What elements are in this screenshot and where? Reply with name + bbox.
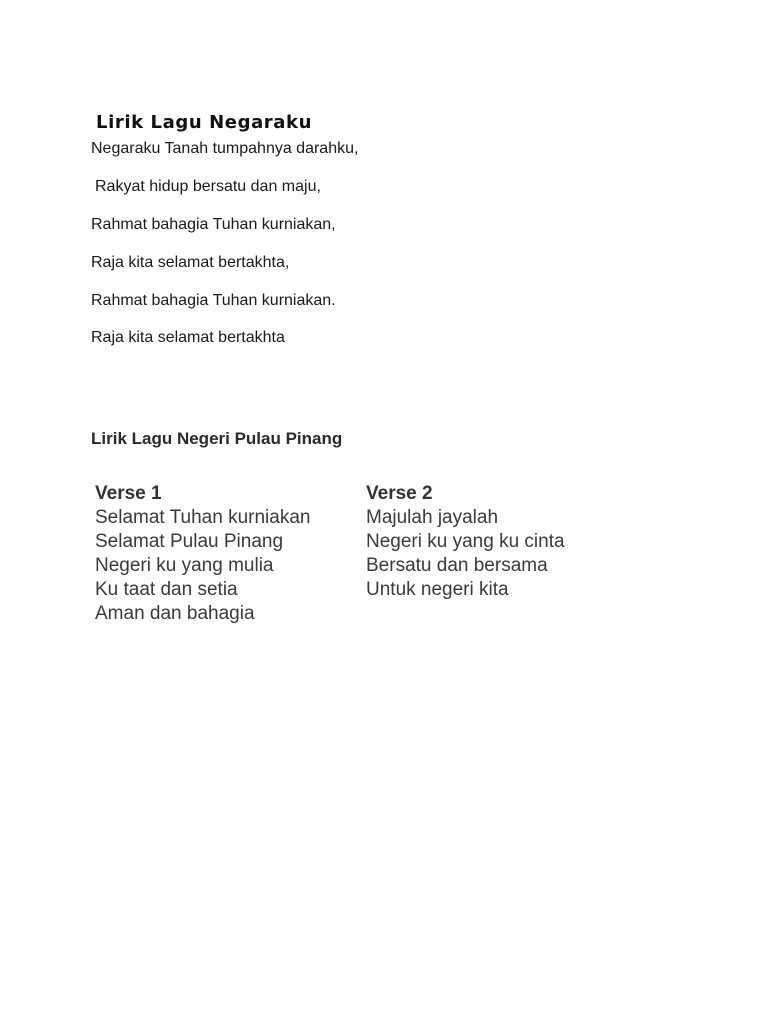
- verse-1-line: Ku taat dan setia: [95, 579, 238, 600]
- negaraku-line: Negaraku Tanah tumpahnya darahku,: [91, 140, 359, 157]
- negaraku-line: Rahmat bahagia Tuhan kurniakan,: [91, 216, 336, 233]
- verse-1-heading: Verse 1: [95, 483, 162, 504]
- verse-2-heading: Verse 2: [366, 483, 433, 504]
- verse-1-line: Selamat Tuhan kurniakan: [95, 507, 311, 528]
- verse-1-line: Aman dan bahagia: [95, 603, 255, 624]
- verse-1-block: [95, 482, 310, 626]
- verse-2-line: Majulah jayalah: [366, 507, 499, 528]
- negaraku-line: Raja kita selamat bertakhta,: [91, 254, 290, 271]
- negaraku-line: Rahmat bahagia Tuhan kurniakan.: [91, 292, 336, 309]
- verse-1-line: Negeri ku yang mulia: [95, 555, 274, 576]
- verse-2-line: Bersatu dan bersama: [366, 555, 548, 576]
- verse-2-line: Untuk negeri kita: [366, 579, 509, 600]
- verse-1-line: Selamat Pulau Pinang: [95, 531, 284, 552]
- negaraku-title: Lirik Lagu Negaraku: [96, 112, 313, 133]
- negaraku-line: Rakyat hidup bersatu dan maju,: [95, 178, 321, 195]
- pulau-pinang-title: Lirik Lagu Negeri Pulau Pinang: [91, 429, 343, 448]
- verse-2-block: [366, 482, 565, 602]
- negaraku-line: Raja kita selamat bertakhta: [91, 329, 285, 346]
- verse-2-line: Negeri ku yang ku cinta: [366, 531, 565, 552]
